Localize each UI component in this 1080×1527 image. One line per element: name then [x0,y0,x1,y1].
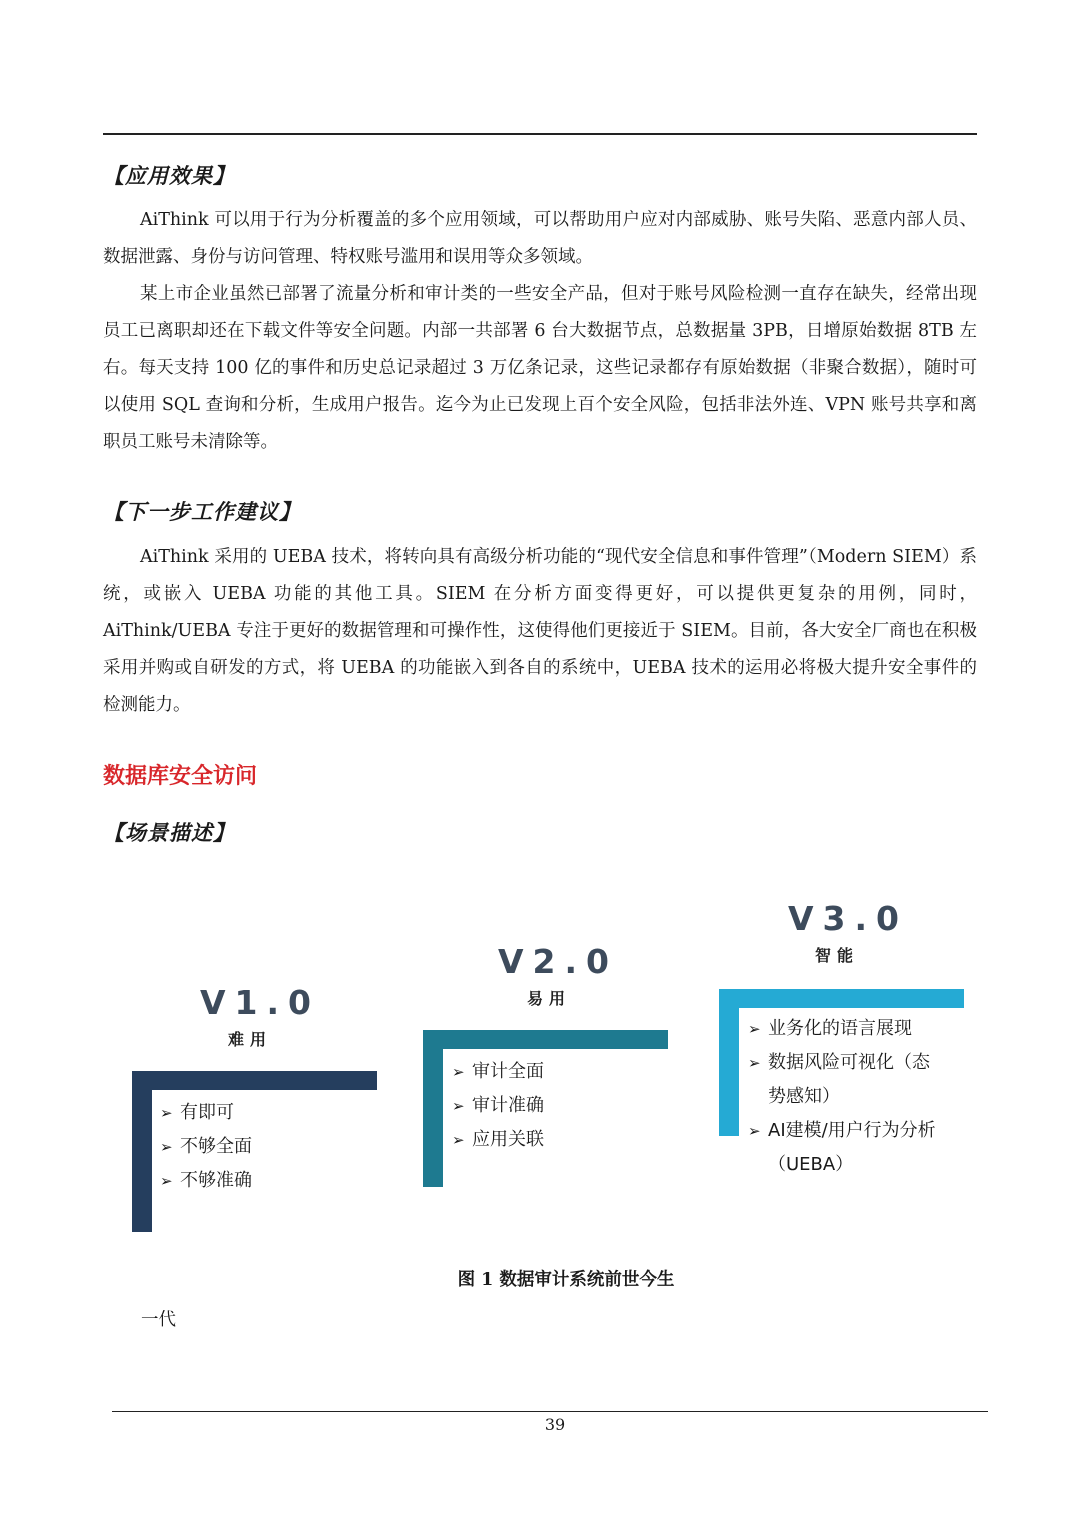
arrow-bullet-icon: ➢ [748,1054,761,1072]
list-item: ➢ 审计全面 [452,1055,544,1089]
arrow-bullet-icon: ➢ [748,1122,761,1140]
list-item: 势感知） [768,1086,840,1107]
paragraph-application-2: 某上市企业虽然已部署了流量分析和审计类的一些安全产品，但对于账号风险检测一直存在缺失，经常出现员工已离职却还在下载文件等安全问题。内部一共部署 6 台大数据节点，总数据量 3PB，日增原始数据 8TB 左右。每天支持 100 亿的事件和历史总记录超过 3 万亿条记录，这些记录都存有原始数据（非聚合数据），随时可以使用 SQL 查询和分析，生成用户报告。迄今为止已发现上百个安全风险，包括非法外连、VPN 账号共享和离职员工账号未清除等。 [103,284,977,452]
list-item: ➢ 不够准确 [160,1164,252,1198]
v3-title: V3.0 [788,899,908,938]
bottom-rule [112,1411,988,1412]
arrow-bullet-icon: ➢ [748,1020,761,1038]
v2-bar-horizontal [423,1030,668,1049]
v1-feature-list [160,1096,252,1198]
page-number: 39 [544,1415,566,1434]
list-item: ➢ AI建模/用户行为分析 [748,1114,936,1148]
v2-title: V2.0 [498,942,618,981]
list-item: ➢ 有即可 [160,1096,252,1130]
figure-caption: 图 1 数据审计系统前世今生 [457,1270,675,1290]
top-rule [103,133,977,135]
v1-subtitle: 难用 [228,1030,273,1049]
paragraph-application-1: AiThink 可以用于行为分析覆盖的多个应用领域，可以帮助用户应对内部威胁、账号失陷、恶意内部人员、数据泄露、身份与访问管理、特权账号滥用和误用等众多领域。 [103,210,977,267]
v1-title: V1.0 [200,983,320,1022]
arrow-bullet-icon: ➢ [160,1138,173,1156]
arrow-bullet-icon: ➢ [452,1131,465,1149]
v2-subtitle: 易用 [527,989,572,1008]
v1-bar-vertical [132,1071,152,1232]
list-item: ➢ 审计准确 [452,1089,544,1123]
v3-subtitle: 智能 [815,946,860,965]
paragraph-next-steps: AiThink 采用的 UEBA 技术，将转向具有高级分析功能的“现代安全信息和事件管理”（Modern SIEM）系统，或嵌入 UEBA 功能的其他工具。SIEM 在分析方面变得更好，可以提供更复杂的用例，同时，AiThink/UEBA 专注于更好的数据管理和可操作性，这使得他们更接近于 SIEM。目前，各大安全厂商也在积极采用并购或自研发的方式，将 UEBA 的功能嵌入到各自的系统中，UEBA 技术的运用必将极大提升安全事件的检测能力。 [103,547,977,715]
heading-application-effect: 【应用效果】 [103,163,235,188]
arrow-bullet-icon: ➢ [160,1104,173,1122]
list-item: ➢ 应用关联 [452,1123,544,1157]
list-item: （UEBA） [768,1154,854,1175]
arrow-bullet-icon: ➢ [452,1063,465,1081]
v1-bar-horizontal [132,1071,377,1090]
v2-bar-vertical [423,1030,443,1187]
list-item: ➢ 业务化的语言展现 [748,1012,936,1046]
heading-scenario: 【场景描述】 [103,820,235,845]
list-item: ➢ 不够全面 [160,1130,252,1164]
v2-feature-list [452,1055,544,1157]
v3-bar-vertical [719,989,739,1136]
list-item: ➢ 数据风险可视化（态 [748,1046,936,1080]
arrow-bullet-icon: ➢ [452,1097,465,1115]
heading-next-steps: 【下一步工作建议】 [103,499,301,524]
body-text-generation: 一代 [141,1310,176,1330]
arrow-bullet-icon: ➢ [160,1172,173,1190]
section-title-db-security: 数据库安全访问 [103,764,258,789]
v3-feature-list [748,1012,936,1182]
v3-bar-horizontal [719,989,964,1008]
